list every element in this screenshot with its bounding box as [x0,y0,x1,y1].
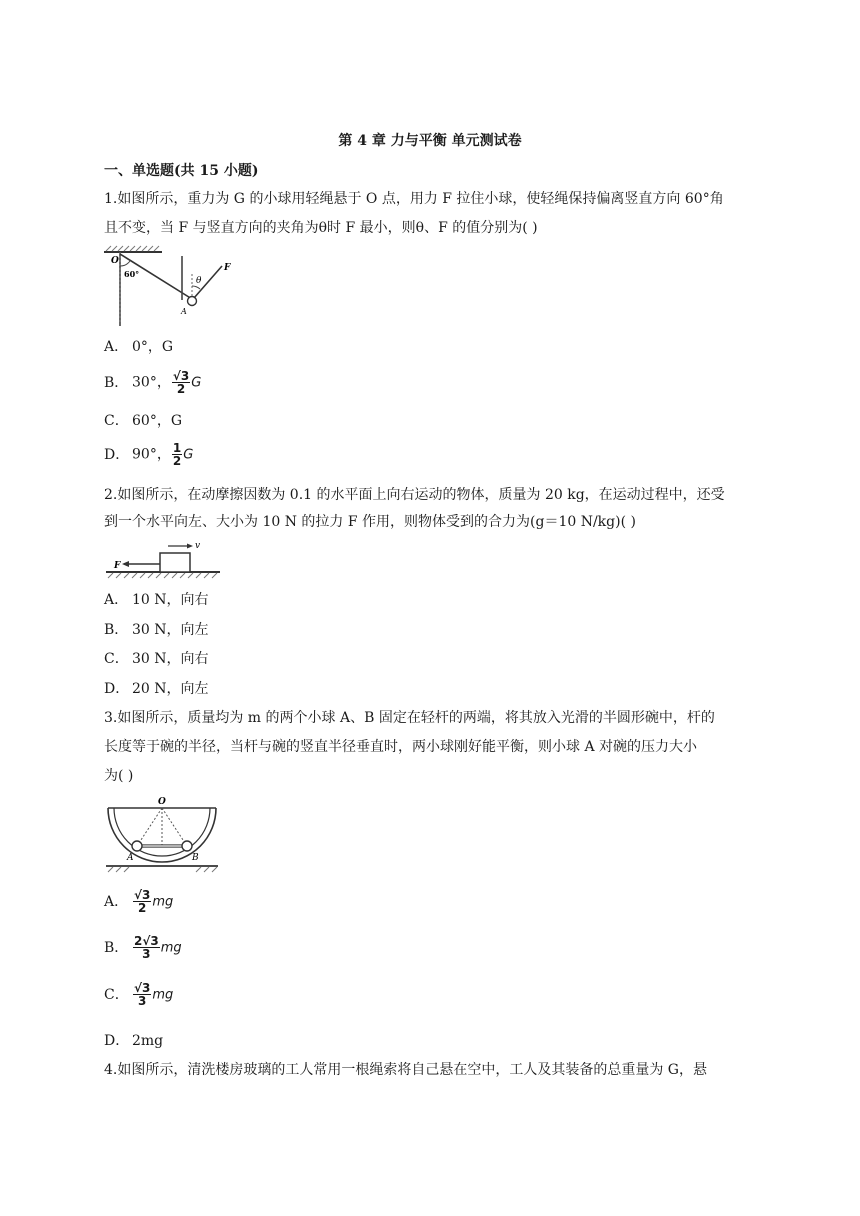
fraction-denominator: 2 [172,454,182,468]
q1-option-c[interactable] [104,411,182,431]
option-label: C． [104,986,129,1003]
q3-fig-label-a: A [127,853,134,863]
fraction [133,889,151,914]
fraction [133,935,160,960]
option-pre: 90°， [132,446,171,463]
fraction [172,442,182,467]
option-post: mg [160,940,182,956]
option-post: mg [152,894,174,910]
q2-option-a[interactable] [104,590,209,610]
q3-figure [102,794,222,874]
fraction-denominator: 2 [138,901,147,915]
option-text: 20 N，向左 [132,681,209,697]
section-heading: 一、单选题(共 15 小题) [104,163,259,179]
fraction-numerator: √3 [134,981,151,995]
q3-option-c[interactable] [104,982,173,1007]
fraction [133,982,151,1007]
q2-option-b[interactable] [104,620,209,640]
option-label: B． [104,939,129,956]
option-post: G [183,447,194,463]
option-label: C． [104,651,129,667]
option-post: G [191,375,202,391]
q1-option-d[interactable] [104,442,193,467]
q4-text-line-1: 4.如图所示，清洗楼房玻璃的工人常用一根绳索将自己悬在空中，工人及其装备的总重量为 G，悬 [104,1062,707,1078]
fraction-denominator: 3 [142,947,151,961]
option-label: D． [104,1033,130,1049]
option-label: D． [104,446,130,463]
option-label: D． [104,681,130,697]
fraction-numerator: √3 [172,369,190,383]
q2-fig-label-f: F [114,561,121,571]
option-label: A． [104,592,129,608]
q1-option-b[interactable] [104,370,201,395]
option-text: 60°，G [132,413,182,429]
q3-option-a[interactable] [104,889,173,914]
q2-option-c[interactable] [104,649,209,669]
option-text: 0°，G [132,339,174,355]
q1-fig-label-angle: 60° [124,269,140,279]
option-pre: 30°， [132,374,171,391]
q1-text-line-2: 且不变，当 F 与竖直方向的夹角为θ时 F 最小，则θ、F 的值分别为( ) [104,220,538,236]
option-post: mg [152,987,174,1003]
fraction-numerator: 2√3 [134,934,159,948]
q1-fig-label-theta: θ [196,276,202,286]
fraction [172,370,190,395]
q1-fig-label-a: A [181,307,187,316]
fraction-numerator: √3 [134,888,151,902]
q3-fig-label-o: O [158,797,166,807]
q3-text-line-1: 3.如图所示，质量均为 m 的两个小球 A、B 固定在轻杆的两端，将其放入光滑的半圆形碗中，杆的 [104,710,715,726]
option-label: A． [104,893,129,910]
option-label: A． [104,339,129,355]
option-label: B． [104,374,129,391]
q1-option-a[interactable] [104,337,173,357]
option-text: 10 N，向右 [132,592,209,608]
q3-fig-label-b: B [192,853,199,863]
q1-fig-label-o: O [111,256,119,266]
q2-fig-label-v: v [195,541,201,551]
fraction-denominator: 3 [138,994,147,1008]
page-title: 第 4 章 力与平衡 单元测试卷 [338,133,522,149]
option-label: B． [104,622,129,638]
q2-option-d[interactable] [104,679,209,699]
q2-figure [102,538,224,582]
option-text: 30 N，向左 [132,622,209,638]
q3-text-line-3: 为( ) [104,768,134,784]
q2-text-line-1: 2.如图所示，在动摩擦因数为 0.1 的水平面上向右运动的物体，质量为 20 kg，在运动过程中，还受 [104,487,725,503]
fraction-numerator: 1 [172,441,182,455]
option-text: 2mg [132,1033,164,1049]
q1-fig-label-f: F [224,263,231,273]
fraction-denominator: 2 [176,382,186,396]
q1-text-line-1: 1.如图所示，重力为 G 的小球用轻绳悬于 O 点，用力 F 拉住小球，使轻绳保持偏离竖直方向 60°角 [104,191,724,207]
q1-figure [102,244,242,328]
q3-option-b[interactable] [104,935,182,960]
q3-text-line-2: 长度等于碗的半径，当杆与碗的竖直半径垂直时，两小球刚好能平衡，则小球 A 对碗的压力大小 [104,739,698,755]
option-label: C． [104,413,129,429]
option-text: 30 N，向右 [132,651,209,667]
q2-text-line-2: 到一个水平向左、大小为 10 N 的拉力 F 作用，则物体受到的合力为(g＝10 N/kg)( ) [104,514,636,530]
q3-option-d[interactable] [104,1031,163,1051]
